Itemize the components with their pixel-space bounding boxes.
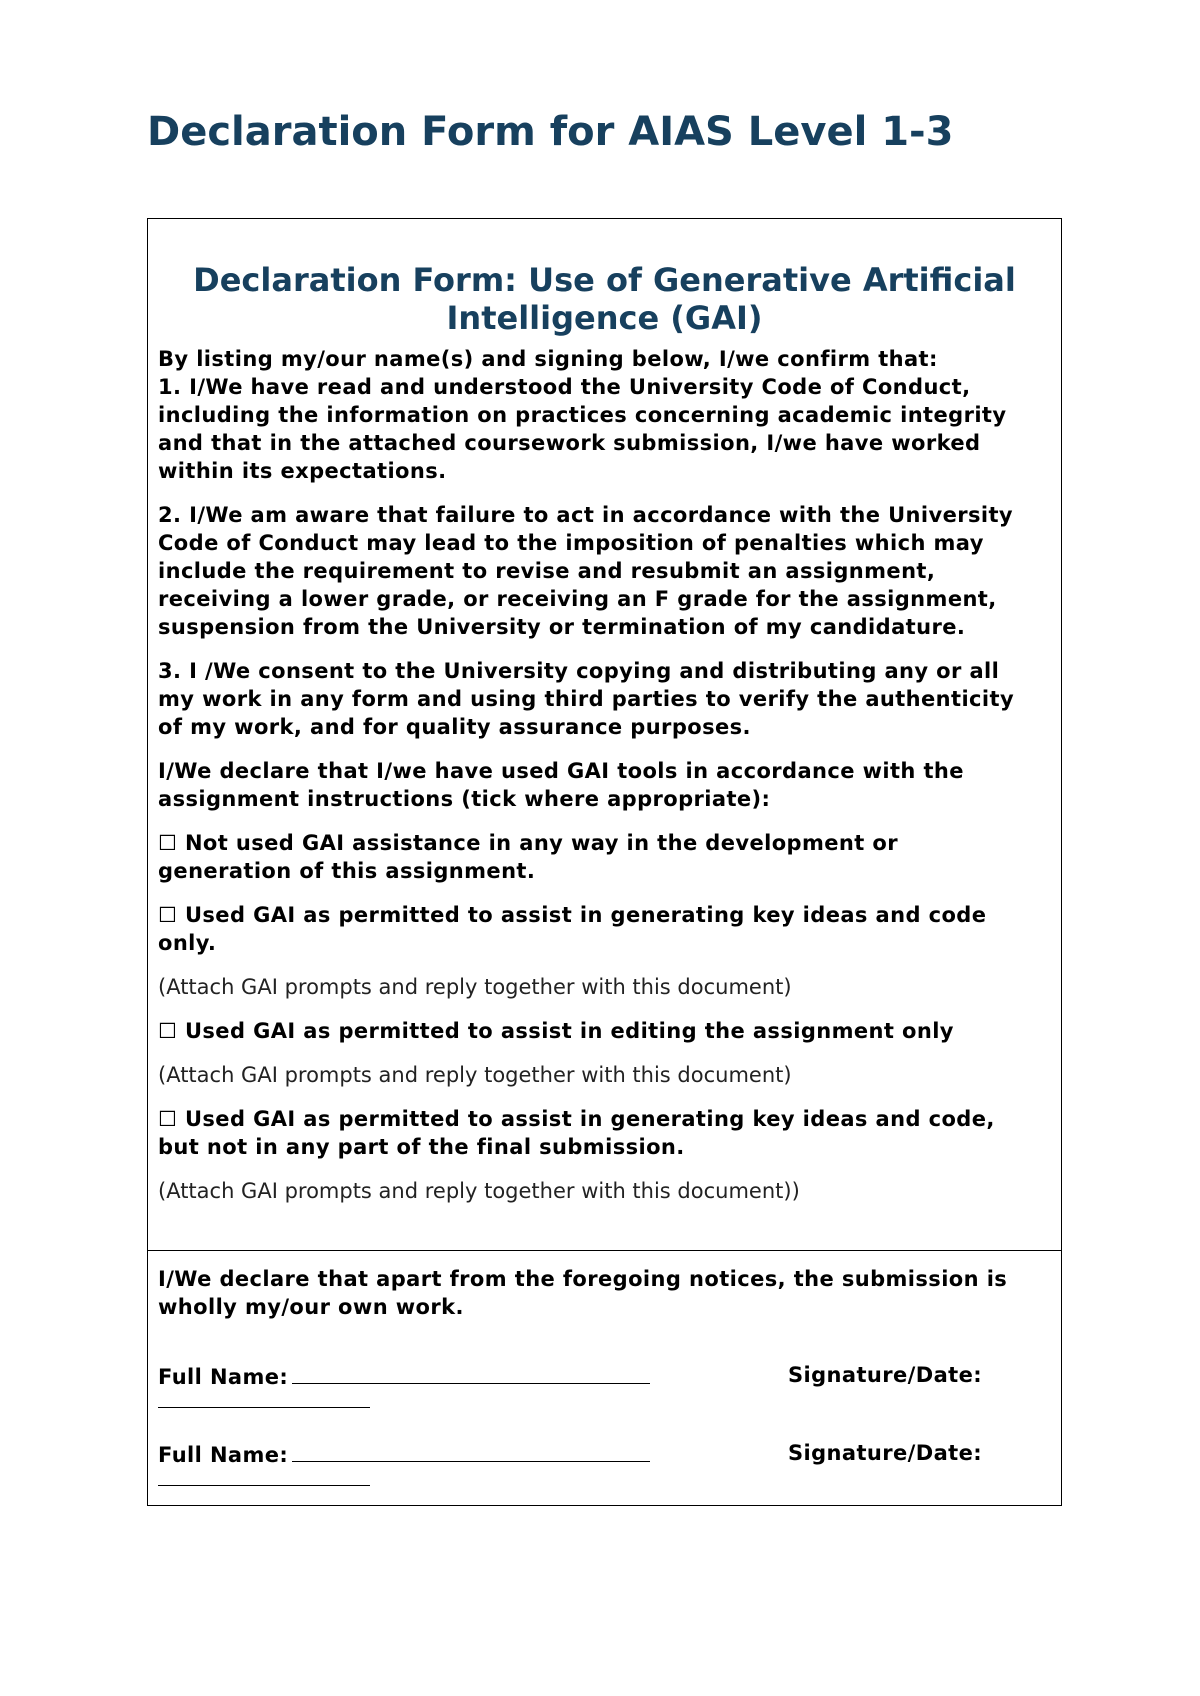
- point-3-line: 3. I /We consent to the University copying and distributing any or all: [158, 659, 1000, 683]
- option-line: only.: [158, 931, 217, 955]
- option-editing: [158, 1017, 1051, 1045]
- signature-date-input-line[interactable]: [158, 1485, 370, 1486]
- declaration-form-box: [147, 218, 1062, 1506]
- gai-declaration: [158, 757, 1051, 813]
- gai-declaration-line: I/We declare that I/we have used GAI tools in accordance with the: [158, 759, 964, 783]
- signature-date-field: [788, 1439, 982, 1467]
- point-3-line: of my work, and for quality assurance purposes.: [158, 715, 751, 739]
- signature-date-label: Signature/Date:: [788, 1363, 983, 1387]
- signature-row: [158, 1361, 1051, 1439]
- final-declaration-line: I/We declare that apart from the foregoing notices, the submission is: [158, 1267, 1008, 1291]
- point-2-line: Code of Conduct may lead to the imposition of penalties which may: [158, 531, 984, 555]
- attach-note: (Attach GAI prompts and reply together with this document): [158, 975, 792, 999]
- signature-row: [158, 1439, 1051, 1517]
- point-2-line: receiving a lower grade, or receiving an F grade for the assignment,: [158, 587, 997, 611]
- form-heading: Declaration Form: Use of Generative Artificial Intelligence (GAI): [193, 261, 1016, 337]
- attach-note: (Attach GAI prompts and reply together with this document)): [158, 1179, 800, 1203]
- option-label: Used GAI as permitted to assist in generating key ideas and code: [184, 903, 987, 927]
- point-1-line: within its expectations.: [158, 459, 447, 483]
- option-key-ideas-not-final: [158, 1105, 1051, 1161]
- point-3: [158, 657, 1051, 741]
- option-key-ideas-code: [158, 901, 1051, 957]
- full-name-input-line[interactable]: [292, 1361, 650, 1384]
- checkbox[interactable]: ☐: [158, 1107, 178, 1131]
- signature-date-field: [788, 1361, 982, 1389]
- point-1: [158, 373, 1051, 485]
- page-title: Declaration Form for AIAS Level 1-3: [147, 109, 954, 155]
- point-1-line: 1. I/We have read and understood the University Code of Conduct,: [158, 375, 971, 399]
- checkbox[interactable]: ☐: [158, 1019, 178, 1043]
- full-name-label: Full Name:: [158, 1365, 289, 1389]
- option-line: generation of this assignment.: [158, 859, 536, 883]
- full-name-label: Full Name:: [158, 1443, 289, 1467]
- option-label: Used GAI as permitted to assist in editing the assignment only: [184, 1019, 954, 1043]
- option-label: Used GAI as permitted to assist in generating key ideas and code,: [184, 1107, 995, 1131]
- option-label: Not used GAI assistance in any way in the development or: [184, 831, 898, 855]
- checkbox[interactable]: ☐: [158, 903, 178, 927]
- point-3-line: my work in any form and using third parties to verify the authenticity: [158, 687, 1015, 711]
- checkbox[interactable]: ☐: [158, 831, 178, 855]
- point-1-line: including the information on practices concerning academic integrity: [158, 403, 1007, 427]
- point-1-line: and that in the attached coursework submission, I/we have worked: [158, 431, 981, 455]
- declaration-section: [148, 219, 1061, 1251]
- option-not-used: [158, 829, 1051, 885]
- option-line: [158, 1017, 1051, 1045]
- point-2-line: 2. I/We am aware that failure to act in accordance with the University: [158, 503, 1014, 527]
- option-line: [158, 1105, 1051, 1133]
- option-line: [158, 829, 1051, 857]
- attach-note: (Attach GAI prompts and reply together with this document): [158, 1063, 792, 1087]
- option-line: but not in any part of the final submission.: [158, 1135, 685, 1159]
- full-name-field: [158, 1439, 650, 1469]
- signature-section: [148, 1251, 1061, 1505]
- gai-declaration-line: assignment instructions (tick where appropriate):: [158, 787, 771, 811]
- full-name-field: [158, 1361, 650, 1391]
- signature-date-label: Signature/Date:: [788, 1441, 983, 1465]
- point-2-line: suspension from the University or termination of my candidature.: [158, 615, 966, 639]
- intro-text: By listing my/our name(s) and signing below, I/we confirm that:: [158, 347, 938, 371]
- final-declaration-line: wholly my/our own work.: [158, 1295, 464, 1319]
- full-name-input-line[interactable]: [292, 1439, 650, 1462]
- signature-date-input-line[interactable]: [158, 1407, 370, 1408]
- point-2: [158, 501, 1051, 641]
- point-2-line: include the requirement to revise and resubmit an assignment,: [158, 559, 936, 583]
- option-line: [158, 901, 1051, 929]
